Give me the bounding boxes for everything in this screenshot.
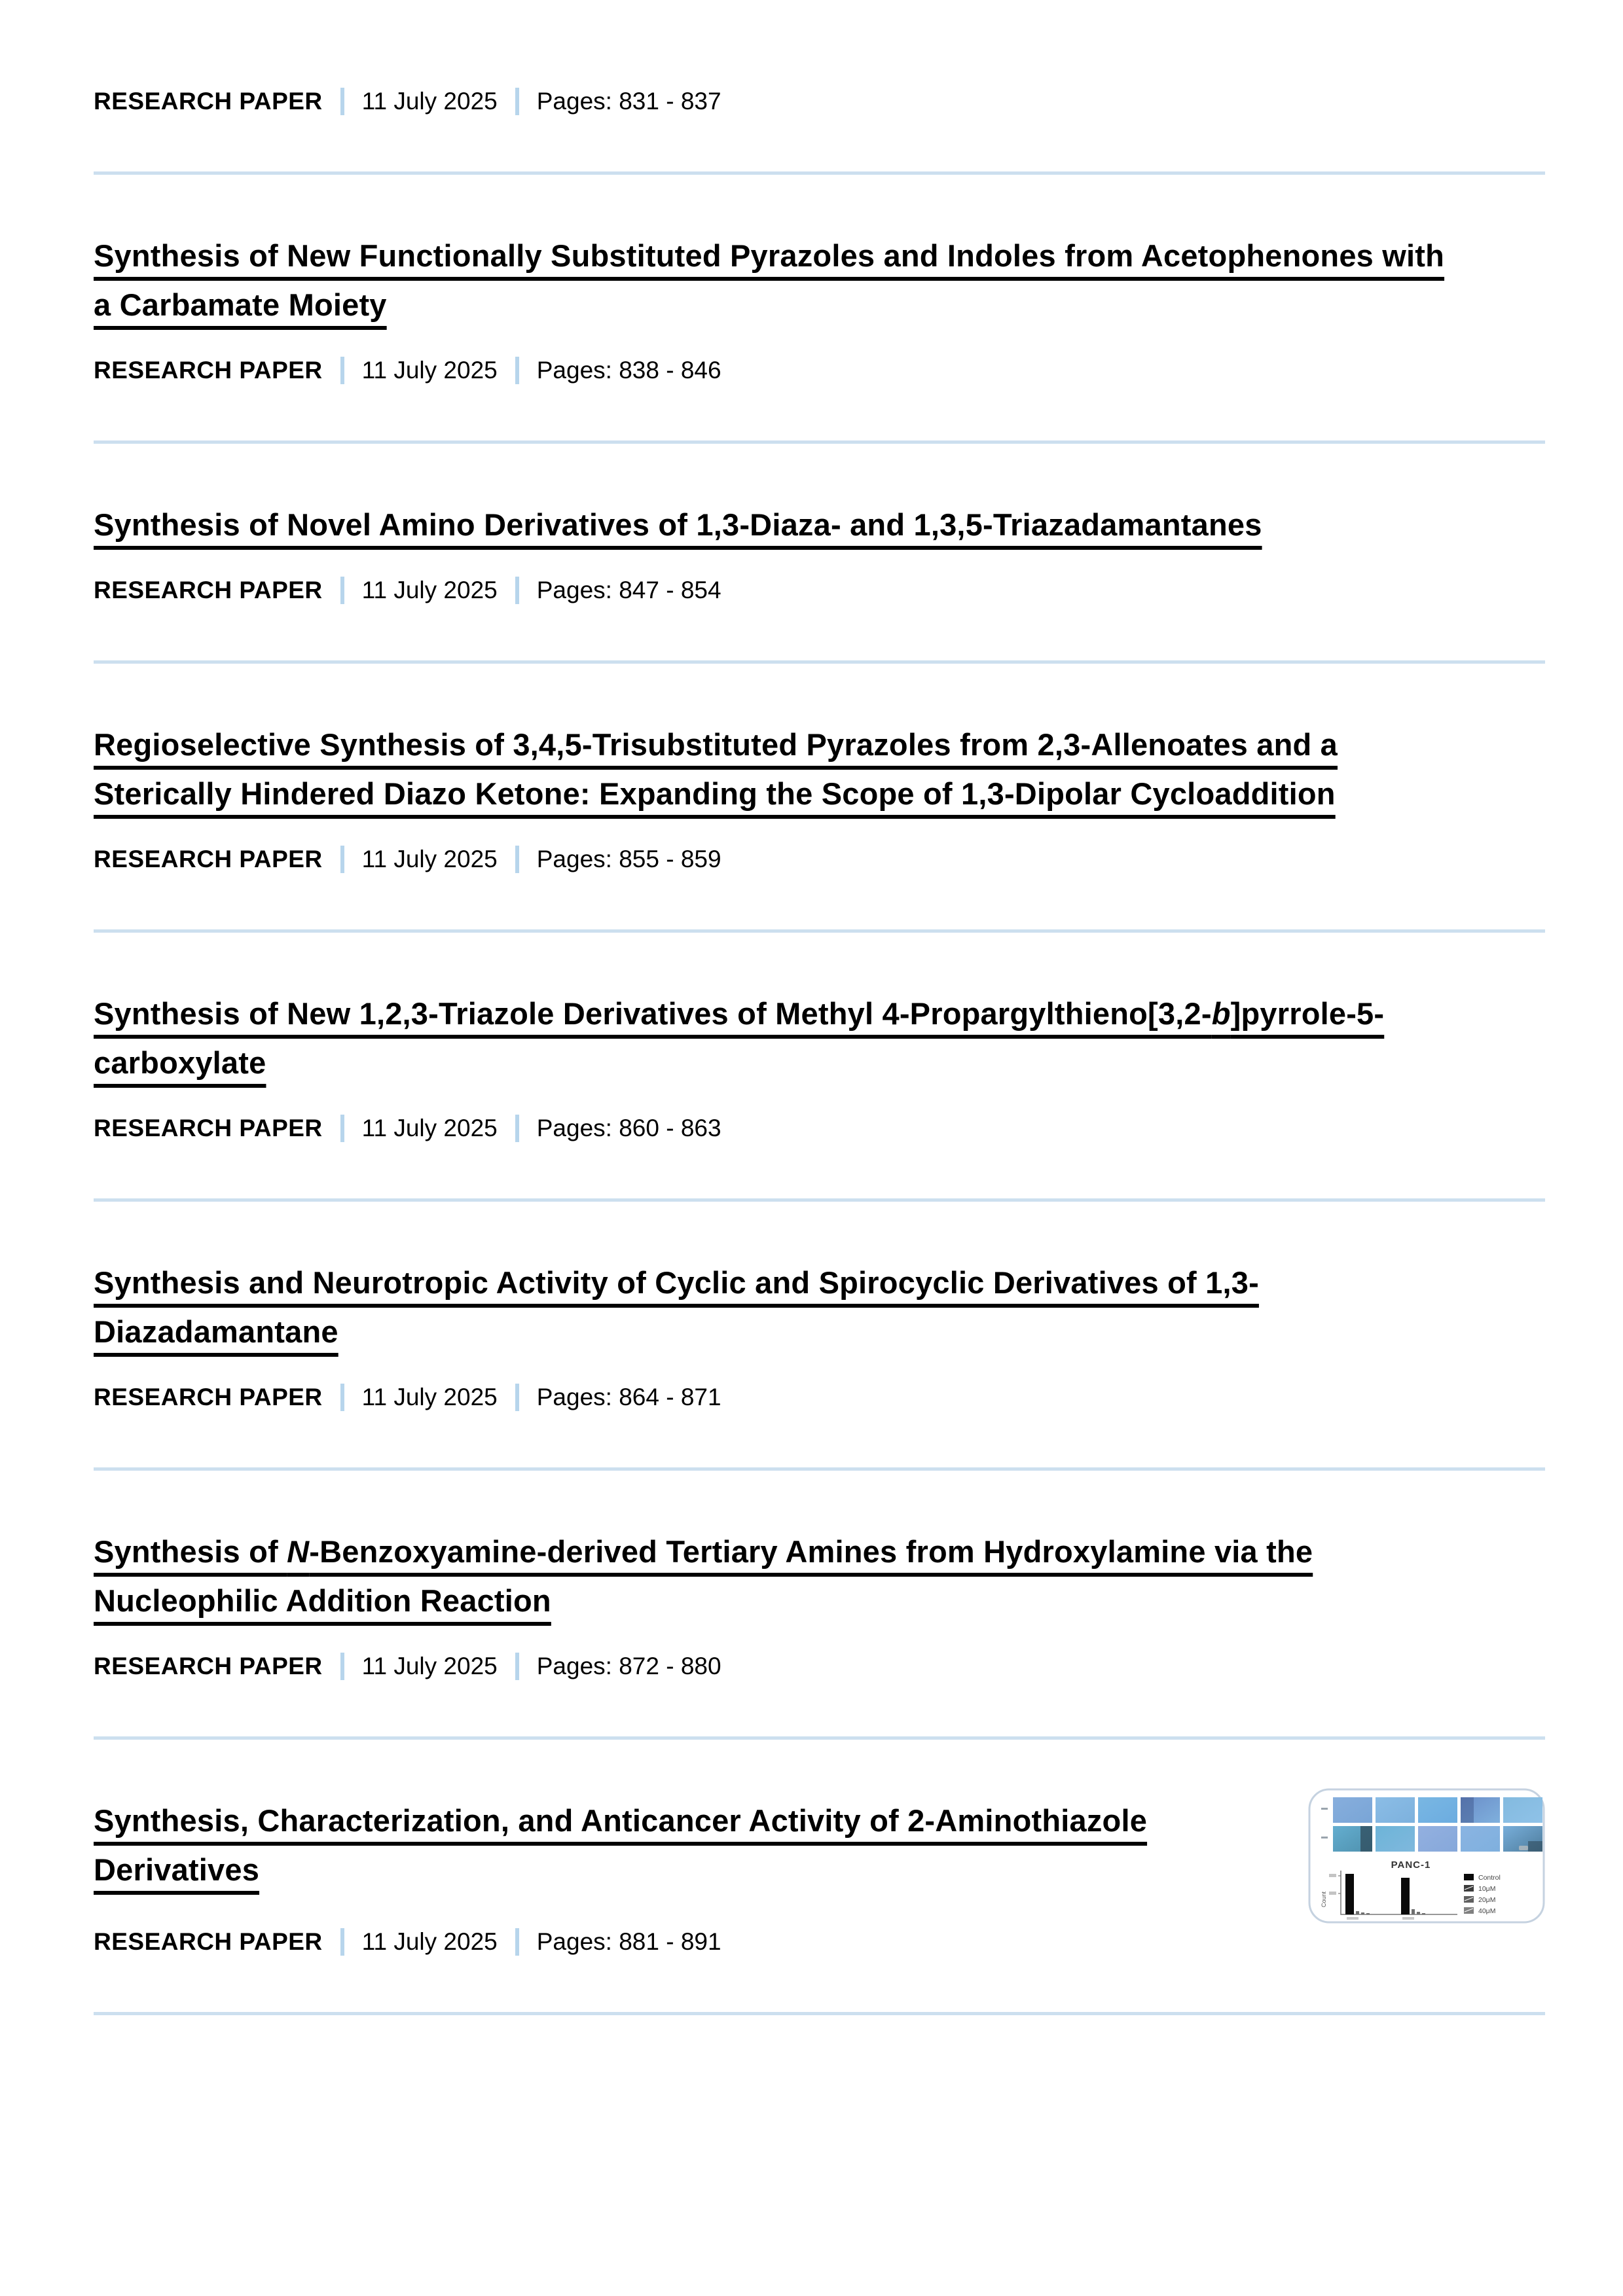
article-title-link[interactable] (94, 996, 1384, 1080)
article-title-link[interactable] (94, 507, 1262, 542)
publish-date: 11 July 2025 (361, 846, 498, 872)
entry-divider (94, 171, 1545, 175)
entry-divider (94, 2012, 1545, 2015)
entry-divider (94, 1198, 1545, 1202)
article-title (94, 720, 1545, 818)
article-title-link[interactable] (94, 1534, 1313, 1618)
meta-separator-bar (340, 1384, 344, 1411)
title-text: N (287, 1534, 310, 1569)
entry-divider (94, 440, 1545, 444)
meta-separator-bar (515, 846, 519, 873)
pages-range: Pages: 838 - 846 (536, 357, 721, 384)
title-text: b (1211, 996, 1231, 1031)
article-meta (94, 86, 1545, 117)
title-text: carboxylate (94, 1045, 266, 1080)
publish-date: 11 July 2025 (361, 357, 498, 384)
mini-chart-bar (1412, 1909, 1415, 1914)
microscopy-tile (1333, 1797, 1372, 1823)
meta-separator-bar (515, 1384, 519, 1411)
legend-swatch (1464, 1874, 1474, 1880)
article-meta (94, 1382, 1545, 1412)
article-entry (94, 1258, 1545, 1412)
title-text: Regioselective Synthesis of 3,4,5-Trisubstituted Pyrazoles from 2,3-Allenoates and a (94, 727, 1338, 762)
article-type-label: RESEARCH PAPER (94, 1928, 323, 1955)
meta-separator-bar (515, 1928, 519, 1956)
article-type-label: RESEARCH PAPER (94, 1115, 323, 1141)
microscopy-tile (1418, 1797, 1457, 1823)
article-meta (94, 1651, 1545, 1681)
publish-date: 11 July 2025 (361, 577, 498, 603)
article-title-link[interactable] (94, 1265, 1259, 1349)
legend-label: Control (1478, 1874, 1501, 1882)
pages-range: Pages: 855 - 859 (536, 846, 721, 872)
mini-chart-bar (1417, 1912, 1420, 1914)
title-text: Diazadamantane (94, 1314, 338, 1349)
title-text: Synthesis and Neurotropic Activity of Cyclic and Spirocyclic Derivatives of 1,3- (94, 1265, 1259, 1300)
article-meta (94, 355, 1545, 386)
pages-range: Pages: 831 - 837 (536, 88, 721, 115)
mini-chart-bar (1422, 1913, 1425, 1914)
microscopy-tile (1461, 1826, 1500, 1852)
publish-date: 11 July 2025 (361, 1653, 498, 1679)
entry-divider (94, 660, 1545, 664)
title-text: -Benzoxyamine-derived Tertiary Amines from Hydroxylamine via the (309, 1534, 1313, 1569)
meta-separator-bar (515, 1653, 519, 1680)
entry-divider (94, 929, 1545, 933)
article-type-label: RESEARCH PAPER (94, 1384, 323, 1410)
entry-divider (94, 1467, 1545, 1471)
pages-range: Pages: 860 - 863 (536, 1115, 721, 1141)
article-entry (94, 86, 1545, 117)
article-entry (94, 500, 1545, 605)
article-meta (94, 1113, 1545, 1143)
entry-divider (94, 1736, 1545, 1740)
article-title-link[interactable] (94, 238, 1444, 322)
article-title (94, 1527, 1545, 1625)
article-entry (94, 1527, 1545, 1681)
pages-range: Pages: 847 - 854 (536, 577, 721, 603)
meta-separator-bar (340, 846, 344, 873)
meta-separator-bar (340, 577, 344, 604)
legend-label: 10μM (1478, 1885, 1496, 1893)
mini-chart-bar (1401, 1878, 1410, 1914)
microscopy-tile (1376, 1797, 1415, 1823)
title-with-thumbnail-row (94, 1796, 1545, 1927)
title-text: Nucleophilic Addition Reaction (94, 1583, 551, 1618)
article-entry (94, 1796, 1545, 1957)
mini-chart-bar (1345, 1874, 1354, 1914)
pages-range: Pages: 872 - 880 (536, 1653, 721, 1679)
title-text: Synthesis of (94, 1534, 287, 1569)
article-entry (94, 720, 1545, 874)
article-title (94, 1796, 1246, 1894)
article-entry (94, 989, 1545, 1143)
article-title-link[interactable] (94, 727, 1338, 811)
title-text: ]pyrrole-5- (1230, 996, 1385, 1031)
title-text: Derivatives (94, 1852, 260, 1887)
pages-range: Pages: 864 - 871 (536, 1384, 721, 1410)
microscopy-tile (1503, 1797, 1542, 1823)
article-meta (94, 575, 1545, 605)
title-text: Sterically Hindered Diazo Ketone: Expanding the Scope of 1,3-Dipolar Cycloaddition (94, 776, 1336, 811)
meta-separator-bar (340, 357, 344, 384)
microscopy-tile (1418, 1826, 1457, 1852)
article-type-label: RESEARCH PAPER (94, 357, 323, 384)
legend-label: 40μM (1478, 1907, 1496, 1915)
publish-date: 11 July 2025 (361, 1384, 498, 1410)
article-title (94, 1258, 1545, 1356)
article-type-label: RESEARCH PAPER (94, 1653, 323, 1679)
article-thumbnail-figure[interactable] (1308, 1788, 1545, 1927)
article-title (94, 231, 1545, 329)
article-meta (94, 844, 1545, 874)
publish-date: 11 July 2025 (361, 1928, 498, 1955)
microscopy-tile (1376, 1826, 1415, 1852)
article-meta (94, 1927, 1545, 1957)
article-type-label: RESEARCH PAPER (94, 846, 323, 872)
title-text: Synthesis of New Functionally Substituted Pyrazoles and Indoles from Acetophenones with (94, 238, 1445, 273)
pages-range: Pages: 881 - 891 (536, 1928, 721, 1955)
meta-separator-bar (340, 1115, 344, 1142)
title-text: a Carbamate Moiety (94, 287, 387, 322)
publish-date: 11 July 2025 (361, 1115, 498, 1141)
title-text: Synthesis, Characterization, and Anticancer Activity of 2-Aminothiazole (94, 1803, 1148, 1838)
anticancer-activity-figure (1308, 1788, 1545, 1924)
title-text: Synthesis of Novel Amino Derivatives of 1,3-Diaza- and 1,3,5-Triazadamantanes (94, 507, 1262, 542)
meta-separator-bar (340, 1928, 344, 1956)
article-title-link[interactable] (94, 1803, 1147, 1887)
meta-separator-bar (340, 1653, 344, 1680)
meta-separator-bar (515, 88, 519, 115)
cell-line-label: PANC-1 (1391, 1859, 1431, 1871)
article-title (94, 500, 1545, 549)
mini-chart-bar (1366, 1913, 1370, 1914)
meta-separator-bar (515, 1115, 519, 1142)
meta-separator-bar (515, 357, 519, 384)
y-axis-label: Count (1321, 1891, 1327, 1907)
mini-chart-bar (1361, 1912, 1364, 1914)
meta-separator-bar (340, 88, 344, 115)
title-text: Synthesis of New 1,2,3-Triazole Derivatives of Methyl 4-Propargylthieno[3,2- (94, 996, 1212, 1031)
mini-chart-bar (1356, 1911, 1359, 1914)
legend-label: 20μM (1478, 1896, 1496, 1904)
meta-separator-bar (515, 577, 519, 604)
article-type-label: RESEARCH PAPER (94, 88, 323, 115)
article-entry (94, 231, 1545, 386)
publish-date: 11 July 2025 (361, 88, 498, 115)
article-type-label: RESEARCH PAPER (94, 577, 323, 603)
article-title (94, 989, 1545, 1087)
